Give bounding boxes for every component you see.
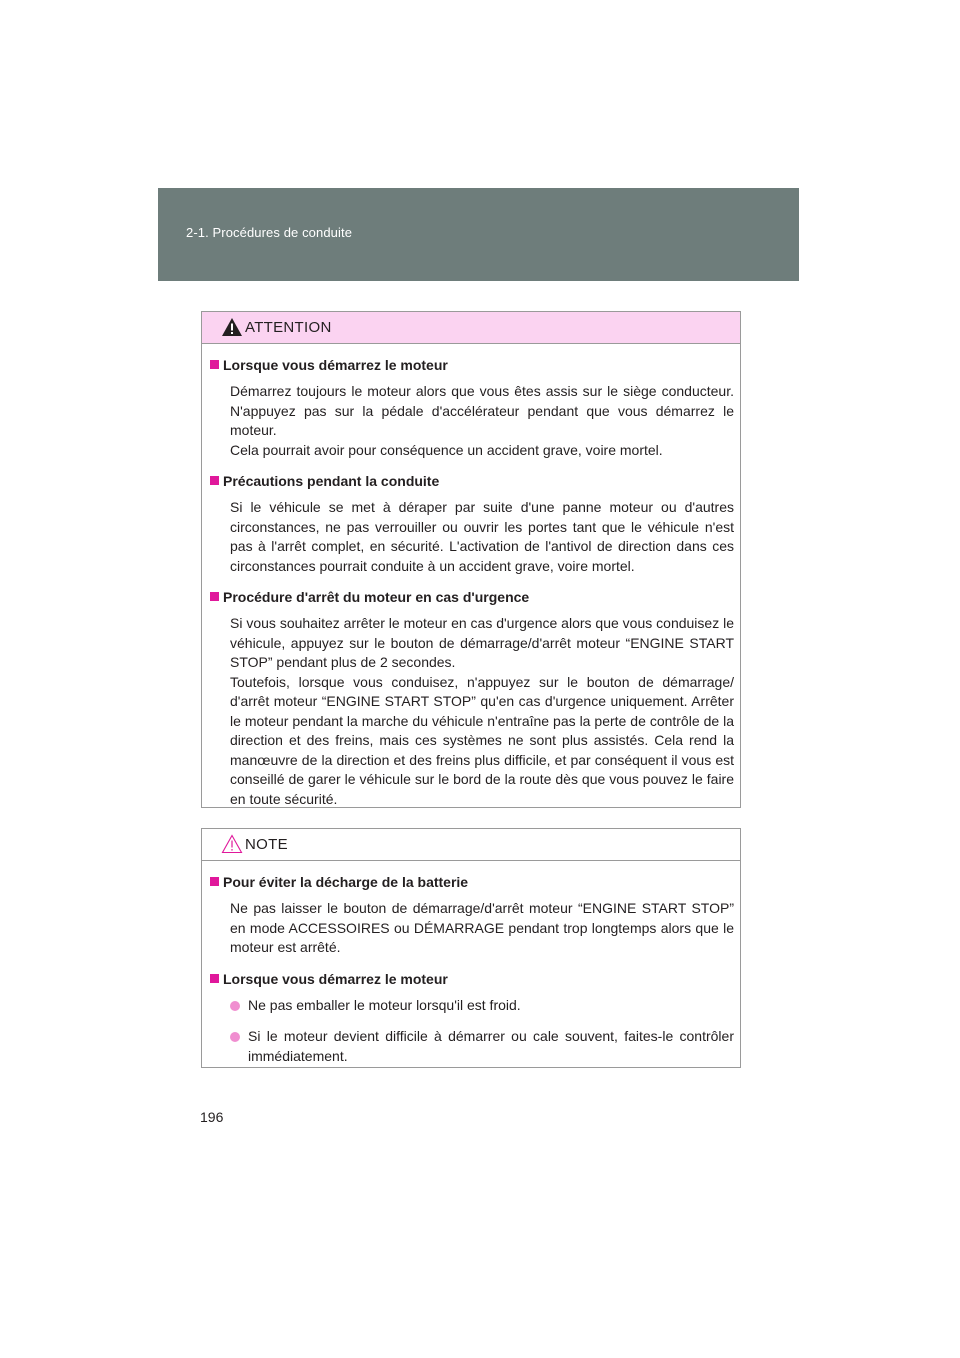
note-item-title: Lorsque vous démarrez le moteur — [210, 970, 734, 988]
note-item-text: Ne pas laisser le bouton de démarrage/d'arrêt moteur “ENGINE START STOP” en mode ACCESSOIRES ou DÉMARRAGE pendant trop longtemps alors que le moteur est arrêté. — [230, 900, 734, 955]
bullet-dot-icon — [230, 1032, 240, 1042]
note-label: NOTE — [245, 836, 288, 853]
section-marker-icon — [210, 592, 219, 601]
attention-item-text: Démarrez toujours le moteur alors que vous êtes assis sur le siège conducteur. N'appuyez pas sur la pédale d'accélérateur pendant que vous démarrez le moteur. Cela pourrait avoir pour conséquence un accident grave, voire mortel. — [230, 383, 734, 458]
section-marker-icon — [210, 974, 219, 983]
page-number: 196 — [200, 1109, 224, 1125]
list-item: Ne pas emballer le moteur lorsqu'il est froid. — [230, 996, 734, 1016]
attention-item-title: Précautions pendant la conduite — [210, 472, 734, 490]
section-marker-icon — [210, 877, 219, 886]
bullet-dot-icon — [230, 1001, 240, 1011]
note-header — [202, 829, 740, 861]
attention-header — [202, 312, 740, 344]
attention-body — [202, 344, 740, 809]
attention-box — [201, 311, 741, 808]
section-title: 2-1. Procédures de conduite — [186, 225, 353, 240]
section-marker-icon — [210, 360, 219, 369]
note-item-title: Pour éviter la décharge de la batterie — [210, 873, 734, 891]
attention-item-text: Si vous souhaitez arrêter le moteur en cas d'urgence alors que vous conduisez le véhicule, appuyez sur le bouton de démarrage/d'arrêt moteur “ENGINE START STOP” pendant plus de 2 secondes. Toutefois, lorsque vous conduisez, n'appuyez sur le bouton de démarrage/ d'arrêt moteur “ENGINE START STOP” qu'en cas d'urgence uniquement. Arrêter le moteur pendant la marche du véhicule n'entraîne pas la perte de contrôle de la direction et des freins, mais ces systèmes ne sont plus assistés. Cela rend la manœuvre de la direction et des freins plus difficile, et par conséquent il vous est conseillé de garer le véhicule sur le bord de la route dès que vous pouvez le faire en toute sécurité. — [230, 615, 734, 807]
section-marker-icon — [210, 476, 219, 485]
caution-triangle-outline-icon — [221, 834, 243, 854]
warning-triangle-icon — [221, 317, 243, 337]
attention-item-text: Si le véhicule se met à déraper par suite d'une panne moteur ou d'autres circonstances, ne pas verrouiller ou ouvrir les portes tant que le véhicule n'est pas à l'arrêt complet, en sécurité. L'activation de l'antivol de direction dans ces circonstances pourrait conduite à un accident grave, voire mortel. — [230, 499, 734, 574]
attention-item-title: Lorsque vous démarrez le moteur — [210, 356, 734, 374]
list-item: Si le moteur devient difficile à démarrer ou cale souvent, faites-le contrôler immédiatement. — [230, 1027, 734, 1066]
attention-label: ATTENTION — [245, 319, 332, 336]
attention-item-title: Procédure d'arrêt du moteur en cas d'urgence — [210, 588, 734, 606]
note-box — [201, 828, 741, 1068]
section-header-band — [158, 188, 799, 281]
note-body — [202, 861, 740, 1066]
